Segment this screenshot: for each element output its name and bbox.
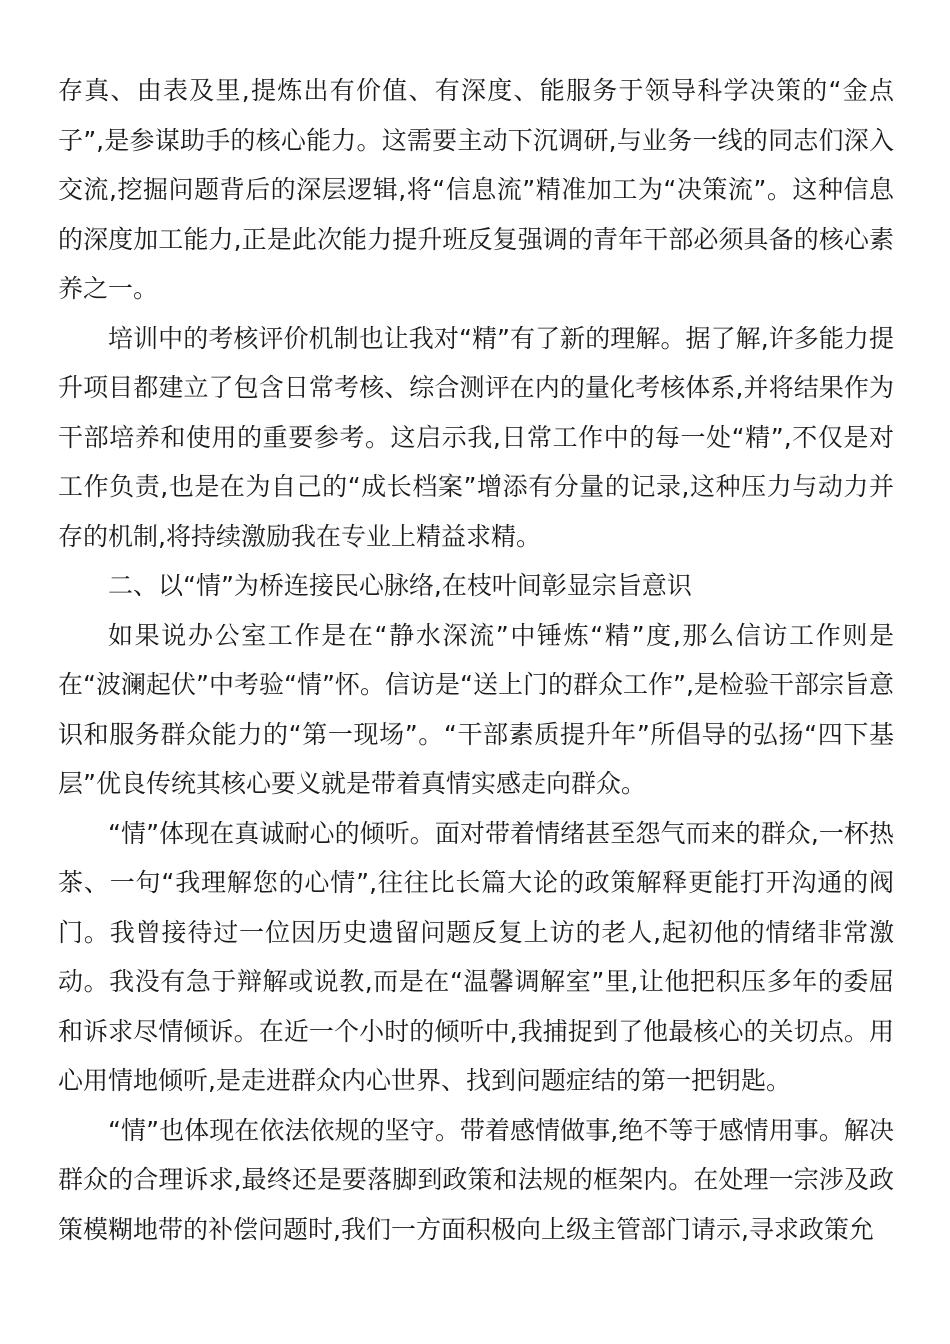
paragraph-law: “情”也体现在依法依规的坚守。带着感情做事,绝不等于感情用事。解决群众的合理诉求,最终还是要落脚到政策和法规的框架内。在处理一宗涉及政策模糊地带的补偿问题时,我们一方面积极向上级主管部门请示,寻求政策允 [58, 1115, 894, 1244]
paragraph-continuation: 存真、由表及里,提炼出有价值、有深度、能服务于领导科学决策的“金点子”,是参谋助手的核心能力。这需要主动下沉调研,与业务一线的同志们深入交流,挖掘问题背后的深层逻辑,将“信息流”精准加工为“决策流”。这种信息的深度加工能力,正是此次能力提升班反复强调的青年干部必须具备的核心素养之一。 [58, 76, 894, 303]
section-heading: 二、以“情”为桥连接民心脉络,在枝叶间彰显宗旨意识 [108, 571, 692, 600]
document-page [58, 66, 894, 1254]
paragraph-assessment: 培训中的考核评价机制也让我对“精”有了新的理解。据了解,许多能力提升项目都建立了包含日常考核、综合测评在内的量化考核体系,并将结果作为干部培养和使用的重要参考。这启示我,日常工作中的每一处“精”,不仅是对工作负责,也是在为自己的“成长档案”增添有分量的记录,这种压力与动力并存的机制,将持续激励我在专业上精益求精。 [58, 323, 894, 551]
paragraph-petition: 如果说办公室工作是在“静水深流”中锤炼“精”度,那么信访工作则是在“波澜起伏”中考验“情”怀。信访是“送上门的群众工作”,是检验干部宗旨意识和服务群众能力的“第一现场”。“干部素质提升年”所倡导的弘扬“四下基层”优良传统其核心要义就是带着真情实感走向群众。 [58, 620, 894, 798]
paragraph-listening: “情”体现在真诚耐心的倾听。面对带着情绪甚至怨气而来的群众,一杯热茶、一句“我理解您的心情”,往往比长篇大论的政策解释更能打开沟通的阀门。我曾接待过一位因历史遗留问题反复上访的老人,起初他的情绪非常激动。我没有急于辩解或说教,而是在“温馨调解室”里,让他把积压多年的委屈和诉求尽情倾诉。在近一个小时的倾听中,我捕捉到了他最核心的关切点。用心用情地倾听,是走进群众内心世界、找到问题症结的第一把钥匙。 [58, 818, 894, 1095]
